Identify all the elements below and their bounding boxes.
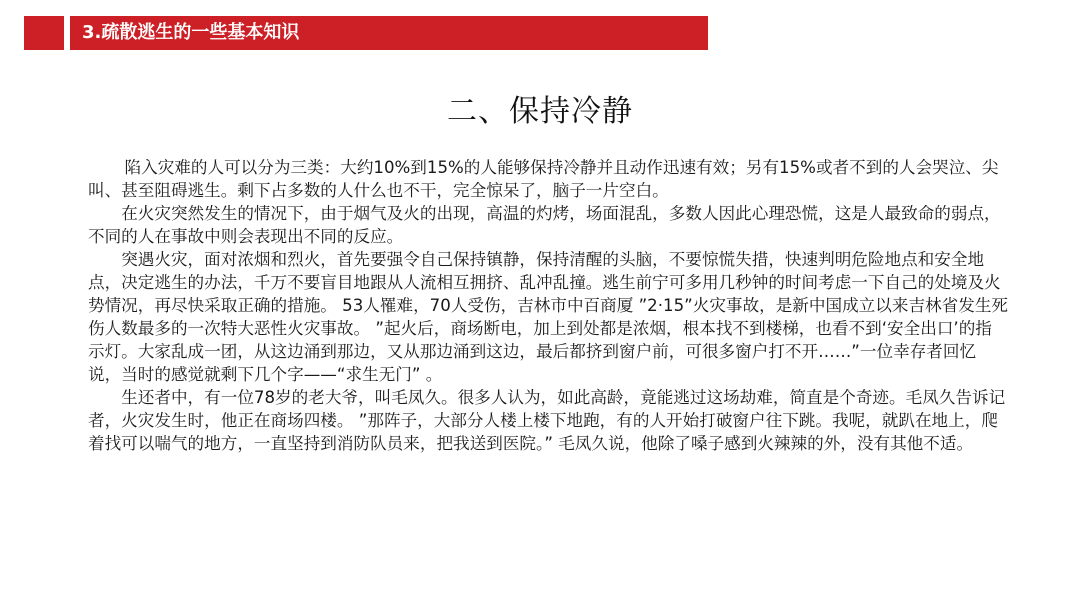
- paragraph: 生还者中，有一位78岁的老大爷，叫毛凤久。很多人认为，如此高龄，竟能逃过这场劫难，简直是个奇迹。毛凤久告诉记者，火灾发生时，他正在商场四楼。 ”那阵子，大部分人楼上楼下地跑，有的人开始打破窗户往下跳。我呢，就趴在地上，爬着找可以喘气的地方，一直坚持到消防队员来，把我送到医院。” 毛凤久说，他除了嗓子感到火辣辣的外，没有其他不适。: [88, 388, 1006, 453]
- page-title: 二、保持冷静: [447, 94, 633, 129]
- paragraph: 突遇火灾，面对浓烟和烈火，首先要强令自己保持镇静，保持清醒的头脑，不要惊慌失措，快速判明危险地点和安全地点，决定逃生的办法，千万不要盲目地跟从人流相互拥挤、乱冲乱撞。逃生前宁可多用几秒钟的时间考虑一下自己的处境及火势情况，再尽快采取正确的措施。 53人罹难，70人受伤，吉林市中百商厦 ”2·15”火灾事故，是新中国成立以来吉林省发生死伤人数最多的一次特大恶性火灾事故。 ”起火后，商场断电，加上到处都是浓烟，根本找不到楼梯，也看不到‘安全出口’的指示灯。大家乱成一团，从这边涌到那边，又从那边涌到这边，最后都挤到窗户前，可很多窗户打不开……”一位幸存者回忆说，当时的感觉就剩下几个字——“求生无门” 。: [88, 250, 1009, 384]
- section-header-bar: [24, 16, 708, 50]
- paragraph: 陷入灾难的人可以分为三类：大约10%到15%的人能够保持冷静并且动作迅速有效；另有15%或者不到的人会哭泣、尖叫、甚至阻碍逃生。剩下占多数的人什么也不干，完全惊呆了，脑子一片空白。: [88, 158, 999, 200]
- body-text: [88, 156, 1008, 455]
- header-accent-block: [24, 16, 64, 50]
- paragraph: 在火灾突然发生的情况下，由于烟气及火的出现，高温的灼烤，场面混乱，多数人因此心理恐慌，这是人最致命的弱点，不同的人在事故中则会表现出不同的反应。: [88, 204, 1001, 246]
- section-title: 3.疏散逃生的一些基本知识: [70, 16, 708, 50]
